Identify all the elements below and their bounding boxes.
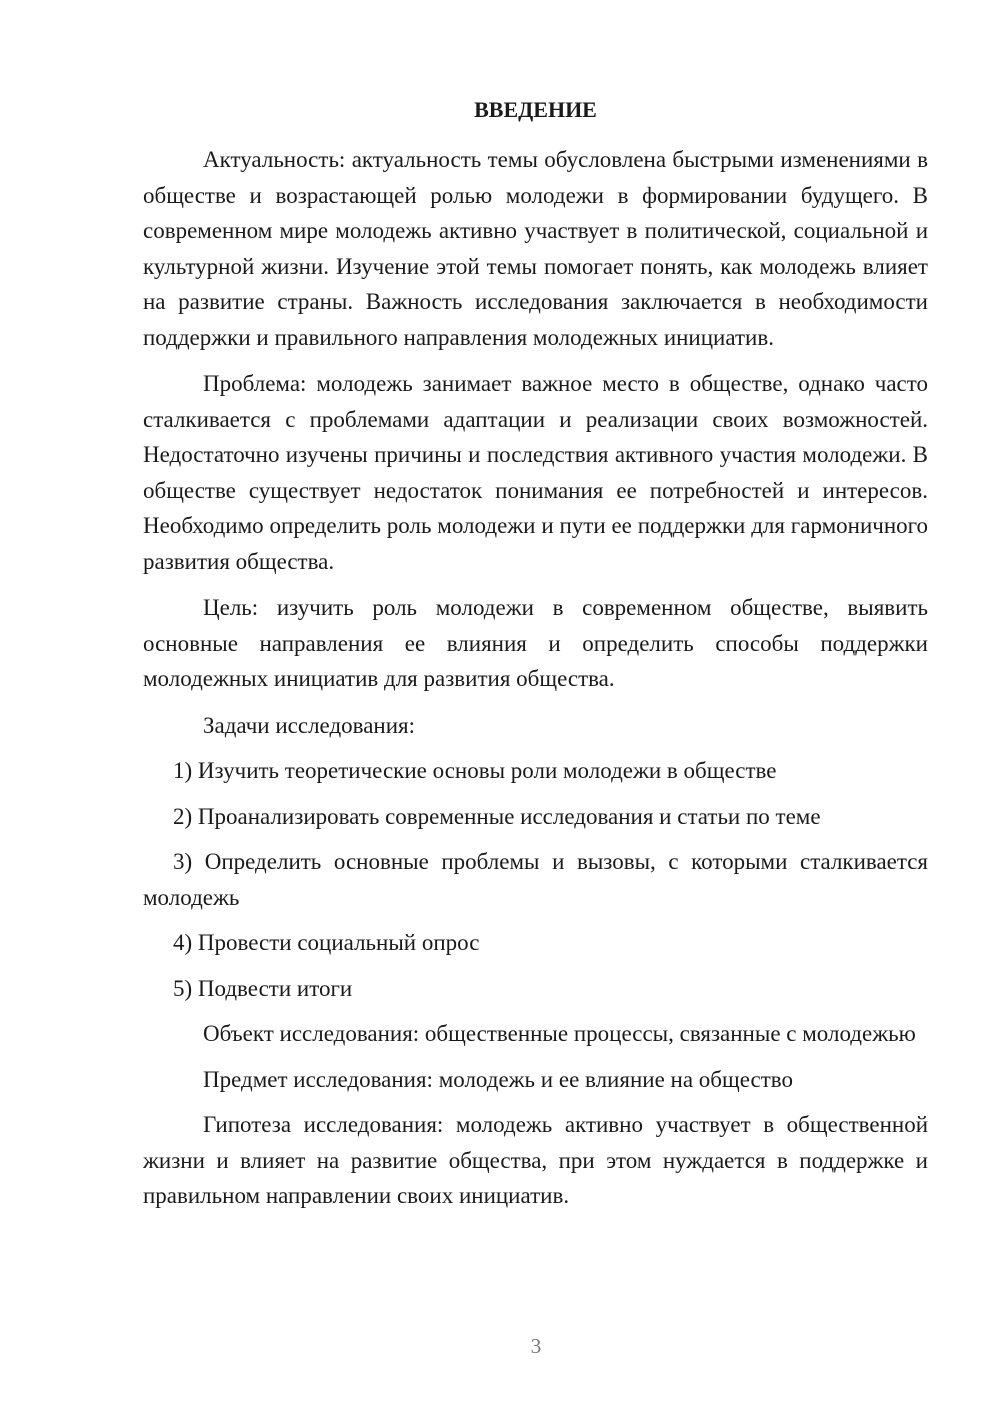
page-content [143, 92, 928, 1225]
paragraph-subject: Предмет исследования: молодежь и ее влияние на общество [203, 1066, 793, 1092]
task-item-2: 2) Проанализировать современные исследования и статьи по теме [173, 803, 821, 829]
page-number: 3 [530, 1334, 542, 1358]
paragraph-goal: Цель: изучить роль молодежи в современном обществе, выявить основные направления ее влияния и определить способы поддержки молодежных инициатив для развития общества. [143, 595, 928, 691]
tasks-heading: Задачи исследования: [203, 712, 416, 738]
task-item-1: 1) Изучить теоретические основы роли молодежи в обществе [173, 758, 777, 783]
page-title: ВВЕДЕНИЕ [474, 97, 597, 122]
paragraph-hypothesis: Гипотеза исследования: молодежь активно участвует в общественной жизни и влияет на развитие общества, при этом нуждается в поддержке и правильном направлении своих инициатив. [143, 1112, 928, 1208]
task-item-3: 3) Определить основные проблемы и вызовы, с которыми сталкивается молодежь [143, 849, 928, 910]
paragraph-relevance: Актуальность: актуальность темы обусловлена быстрыми изменениями в обществе и возрастающей ролью молодежи в формировании будущего. В современном мире молодежь активно участвует в политической, социальной и культурной жизни. Изучение этой темы помогает понять, как молодежь влияет на развитие страны. Важность исследования заключается в необходимости поддержки и правильного направления молодежных инициатив. [143, 147, 928, 350]
paragraph-object: Объект исследования: общественные процессы, связанные с молодежью [203, 1021, 916, 1046]
task-item-4: 4) Провести социальный опрос [173, 930, 480, 955]
paragraph-problem: Проблема: молодежь занимает важное место в обществе, однако часто сталкивается с проблемами адаптации и реализации своих возможностей. Недостаточно изучены причины и последствия активного участия молодежи. В обществе существует недостаток понимания ее потребностей и интересов. Необходимо определить роль молодежи и пути ее поддержки для гармоничного развития общества. [143, 371, 928, 574]
task-item-5: 5) Подвести итоги [173, 975, 353, 1001]
